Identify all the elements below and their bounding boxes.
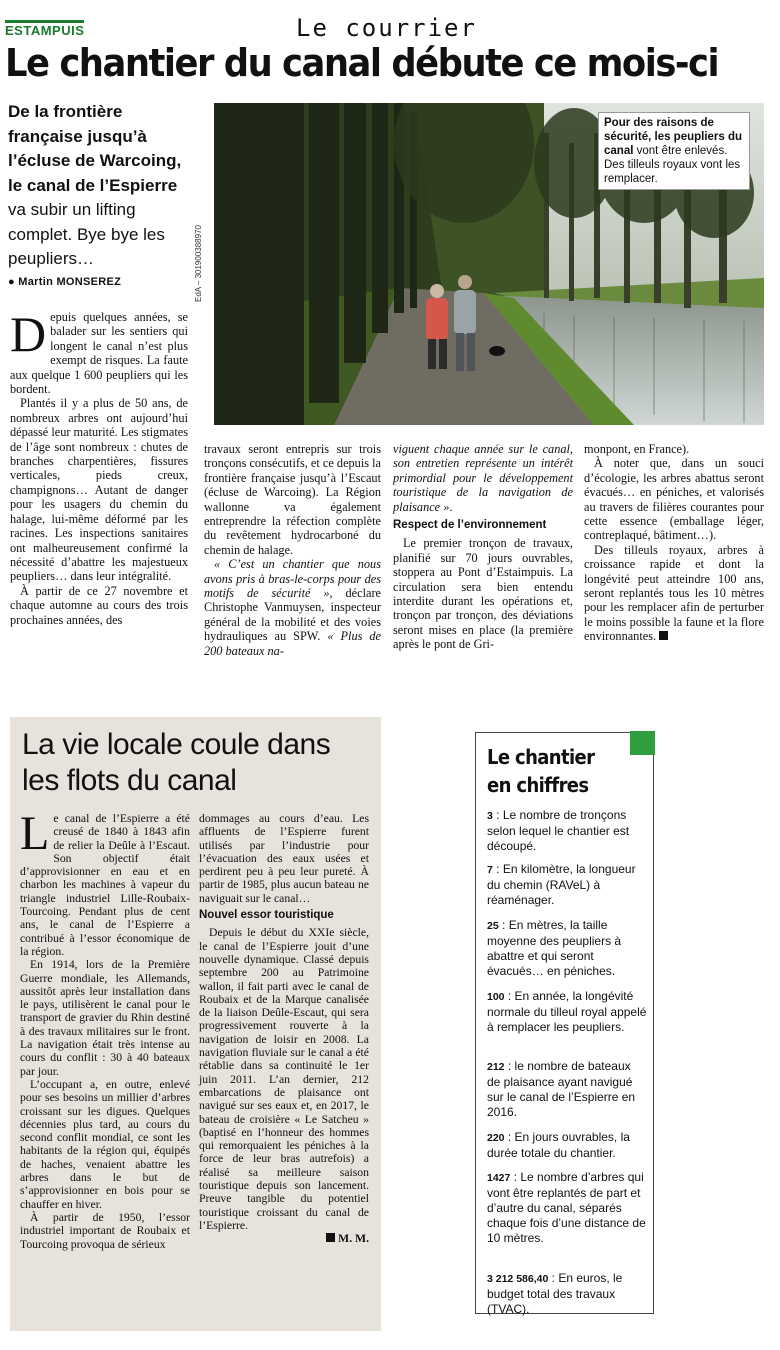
history-paragraph: En 1914, lors de la Première Guerre mondiale, les Allemands, aussitôt après leur installation dans le pays, utilisèrent le canal pour le transport de gravier du Rhin destiné à des travaux militaires sur le front. La navigation était très intense au cours du conflit : 30 à 40 bateaux par jour. (20, 958, 190, 1078)
subheading: Respect de l’environnement (393, 519, 547, 532)
figures-box-accent (630, 731, 655, 755)
figure-number: 3 (487, 810, 493, 822)
byline: ● Martin MONSEREZ (8, 276, 122, 288)
article-column-3 (393, 442, 573, 652)
figure-number: 3 212 586,40 (487, 1273, 549, 1285)
quote: « Plus de 200 bateaux na- (204, 629, 381, 658)
history-column-2 (199, 812, 369, 1246)
history-paragraph: dommages au cours d’eau. Les affluents de l’Espierre furent utilisés par l’industrie pour l’évacuation des eaux usées et perdirent peu à peu leur pureté. À partir de 1985, plus aucun bateau ne naviguait sur le canal… (199, 812, 369, 905)
drop-cap: D (10, 306, 47, 362)
figure-item: 3 : Le nombre de tronçons selon lequel le chantier est découpé. (487, 808, 630, 853)
article-paragraph: monpont, en France). (584, 442, 690, 456)
masthead: Le courrier (296, 14, 477, 42)
history-paragraph: Depuis le début du XXIe siècle, le canal de l’Espierre jouit d’une nouvelle dynamique. Classé depuis septembre 200 au Patrimoine wallon, il fait parti avec le canal de Roubaix et de la Marque canalisée de la liaison Deûle-Escaut, qui sera progressivement rouverte à la navigation de loisir en 2008. La navigation fluviale sur le canal a été rétablie dans sa continuité le 1er juin 2011. L’an dernier, 212 embarcations de plaisance ont navigué sur ses eaux et, en 2017, le bateau de croisière « Le Satcheu » (baptisé en l’honneur des hommes qui remorquaient les péniches à la force de leur bras autrefois) a réalisé sa meilleure saison touristique depuis son lancement. Preuve tangible du potentiel touristique croissant du canal de l’Espierre. (199, 926, 369, 1232)
drop-cap: L (20, 807, 50, 860)
article-paragraph: Plantés il y a plus de 50 ans, de nombreux arbres ont aujourd’hui dépassé leur maturité. Les stigmates de l’âge sont nombreux : chutes de branches charpentières, fissures verticales, pieds creux, champignons… Autant de danger pour les usagers du chemin du halage, lui-même déformé par les racines. Les inspections sanitaires ont malheureusement confirmé la nécessité d’abattre les majestueux peupliers… dans leur intégralité. (10, 396, 188, 584)
figure-number: 100 (487, 991, 505, 1003)
history-box-title: La vie locale coule dans les flots du canal (22, 728, 331, 797)
article-paragraph: À noter que, dans un souci d’écologie, les arbres abattus seront évacués… en péniches, et valorisés au travers de filières courantes pour cette essence (emballage léger, contreplaqué, bâtiment…). (584, 456, 764, 543)
figure-number: 25 (487, 920, 499, 932)
photo-caption (598, 112, 750, 190)
caption-bold: Pour des raisons de sécurité, les peupliers du canal (604, 117, 743, 157)
signature-line (199, 1232, 369, 1245)
figure-number: 1427 (487, 1172, 511, 1184)
figure-number: 220 (487, 1132, 505, 1144)
figure-item: 1427 : Le nombre d’arbres qui vont être replantés de part et d’autre du canal, séparés chaque fois d’une distance de 10 mètres. (487, 1170, 646, 1245)
figure-number: 212 (487, 1061, 505, 1073)
history-column-1 (20, 807, 190, 1251)
lede-bold: De la frontière française jusqu’à l’écluse de Warcoing, le canal de l’Espierre (8, 102, 182, 195)
history-paragraph: Le canal de l’Espierre a été creusé de 1840 à 1843 afin de relier la Deûle à l’Escaut. Son objectif était d’approvisionner en eau et en charbon les machines à vapeur du triangle industriel Lille-Roubaix-Tourcoing. Pendant plus de cent ans, le canal de l’Espierre a contribué à l’essor économique de la région. (20, 807, 190, 958)
signature: M. M. (338, 1232, 369, 1246)
end-mark (659, 631, 668, 640)
history-paragraph: À partir de 1950, l’essor industriel important de Roubaix et Tourcoing provoqua de sérieux (20, 1210, 190, 1251)
article-paragraph: viguent chaque année sur le canal, son entretien représente un intérêt primordial pour le développement touristique de la navigation de plaisance ». (393, 442, 573, 514)
figure-item: 25 : En mètres, la taille moyenne des peupliers à abattre et qui seront évacués… en péniches. (487, 918, 622, 978)
figures-box-title: Le chantier en chiffres (487, 745, 595, 797)
figure-item: 3 212 586,40 : En euros, le budget total des travaux (TVAC). (487, 1271, 623, 1316)
figure-item: 220 : En jours ouvrables, la durée totale du chantier. (487, 1130, 630, 1160)
article-paragraph: Depuis quelques années, se balader sur les sentiers qui longent le canal n’est plus exempt de risques. La faute aux quelque 1 600 peupliers qui les bordent. (10, 306, 188, 397)
article-column-2 (204, 442, 381, 658)
quote: « C’est un chantier que nous avons pris à bras-le-corps pour des motifs de sécurité » (204, 557, 381, 601)
figure-item: 7 : En kilomètre, la longueur du chemin (RAVeL) à réaménager. (487, 862, 636, 907)
caption-rest: vont être enlevés. Des tilleuls royaux vont les remplacer. (604, 145, 741, 185)
figure-item: 100 : En année, la longévité normale du tilleul royal appelé à remplacer les peupliers. (487, 989, 647, 1034)
quote: viguent chaque année sur le canal, son entretien représente un intérêt primordial pour le développement touristique de la navigation de plaisance » (393, 442, 573, 514)
figure-item: 212 : le nombre de bateaux de plaisance ayant navigué sur le canal de l’Espierre en 2016. (487, 1059, 636, 1119)
subheading: Nouvel essor touristique (199, 909, 334, 922)
section-rubric: ESTAMPUIS (5, 20, 84, 38)
lede-rest: va subir un lifting complet. Bye bye les peupliers… (8, 200, 165, 268)
figure-number: 7 (487, 864, 493, 876)
history-paragraph: L’occupant a, en outre, enlevé pour ses besoins un millier d’arbres croissant sur les digues. Quelques décennies plus tard, au cours du second conflit mondial, ce sont les habitants de la région qui, équipés de haches, venaient abattre les arbres dans le but de s’approvisionner en bois pour se chauffer en hiver. (20, 1077, 190, 1211)
article-paragraph: Des tilleuls royaux, arbres à croissance rapide et dont la longévité peut atteindre 100 ans, seront replantés tous les 10 mètres pour les remplacer afin de perturber le moins possible la faune et la flore environnantes. (584, 542, 764, 644)
lede (8, 100, 198, 272)
headline: Le chantier du canal débute ce mois-ci (5, 41, 719, 85)
article-paragraph: À partir de ce 27 novembre et chaque automne au cours des trois prochaines années, des (10, 583, 188, 627)
article-column-1 (10, 306, 188, 627)
article-paragraph: « C’est un chantier que nous avons pris à bras-le-corps pour des motifs de sécurité », déclare Christophe Vanmuysen, inspecteur général de la mobilité et des voies hydrauliques au SPW. « Plus de 200 bateaux na- (204, 557, 382, 658)
article-paragraph: Le premier tronçon de travaux, planifié sur 70 jours ouvrables, stoppera au Pont d’Estaimpuis. La circulation sera bien entendu interdite durant les opérations et, tronçon par tronçon, des déviations seront mises en place (la première après le pont de Gri- (393, 536, 573, 652)
end-mark (326, 1233, 335, 1242)
photo-credit: EdA – 301900388970 (194, 225, 203, 302)
article-column-4 (584, 442, 764, 644)
article-paragraph: travaux seront entrepris sur trois tronçons consécutifs, et ce depuis la frontière française jusqu’à l’Escaut (écluse de Warcoing). La Région wallonne va également entreprendre la réfection complète du revêtement hydrocarboné du chemin de halage. (204, 442, 381, 557)
